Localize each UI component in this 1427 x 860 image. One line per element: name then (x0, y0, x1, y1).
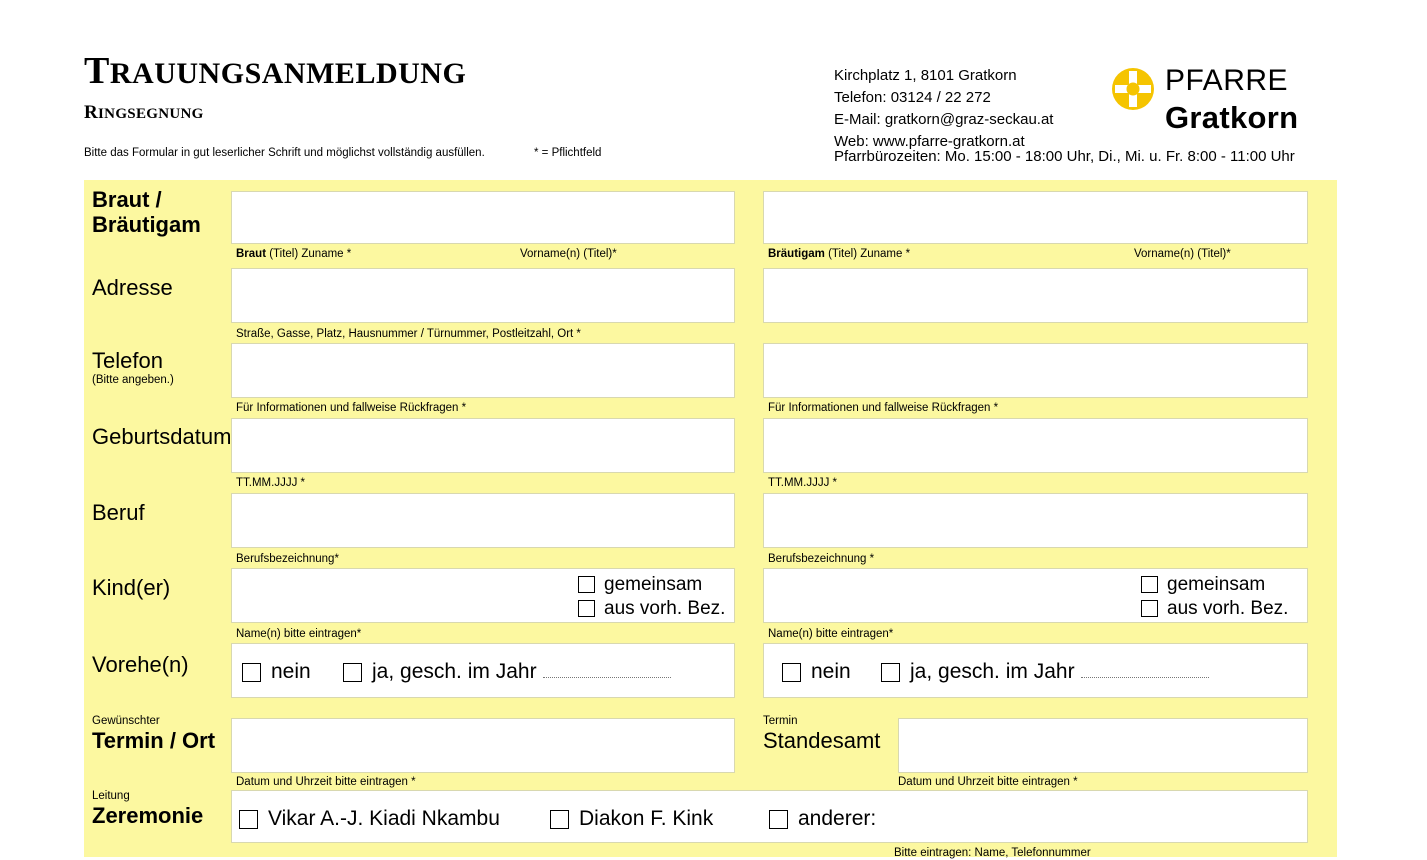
row-label-phone-text: Telefon (92, 348, 163, 373)
groom-birthdate-caption: TT.MM.JJJJ * (768, 477, 837, 489)
ceremony-datetime-caption: Datum und Uhrzeit bitte eintragen * (236, 776, 416, 788)
registry-office-datetime-caption: Datum und Uhrzeit bitte eintragen * (898, 776, 1078, 788)
ceremony-diakon-checkbox[interactable] (550, 810, 569, 829)
row-label-appointment-right-small: Termin (763, 715, 798, 727)
ceremony-option-vikar[interactable] (239, 807, 500, 831)
groom-phone-field[interactable] (763, 343, 1308, 398)
groom-address-field[interactable] (763, 268, 1308, 323)
bride-previous-no-label: nein (271, 660, 311, 683)
form-body (84, 180, 1337, 857)
groom-name-field[interactable] (763, 191, 1308, 244)
groom-previous-yes-option[interactable] (881, 660, 1209, 684)
bride-address-field[interactable] (231, 268, 735, 323)
ceremony-diakon-label: Diakon F. Kink (579, 807, 714, 830)
bride-previous-no-option[interactable] (242, 660, 311, 684)
row-label-appointment-left-small: Gewünschter (92, 715, 160, 727)
groom-children-previous-label: aus vorh. Bez. (1167, 598, 1289, 619)
row-label-names (92, 188, 234, 237)
row-label-phone (92, 349, 234, 387)
row-birthdate (84, 409, 1337, 489)
cross-icon (1111, 67, 1155, 111)
row-label-birthdate-text: Geburtsdatum (92, 424, 232, 449)
logo-word-pfarre: PFARRE (1165, 64, 1289, 97)
groom-children-together-label: gemeinsam (1167, 574, 1266, 595)
bride-previous-yes-checkbox[interactable] (343, 663, 362, 682)
page-title: TRAUUNGSANMELDUNG (84, 50, 467, 92)
bride-previous-no-checkbox[interactable] (242, 663, 261, 682)
bride-phone-field[interactable] (231, 343, 735, 398)
bride-children-previous-label: aus vorh. Bez. (604, 598, 726, 619)
groom-children-together-checkbox[interactable] (1141, 576, 1158, 593)
row-label-ceremony-small: Leitung (92, 790, 130, 802)
row-names (84, 180, 1337, 260)
row-label-appointment-right-big: Standesamt (763, 727, 881, 753)
groom-children-together-option[interactable] (1141, 574, 1265, 596)
row-label-address (92, 276, 234, 301)
groom-previous-no-label: nein (811, 660, 851, 683)
contact-block (834, 65, 1053, 153)
groom-name-caption-strong: Bräutigam (768, 248, 825, 260)
ceremony-option-other[interactable] (769, 807, 876, 831)
row-label-appointment-left-big: Termin / Ort (92, 727, 216, 753)
groom-previous-yes-label: ja, gesch. im Jahr (910, 660, 1075, 683)
row-label-ceremony (92, 790, 234, 828)
bride-children-together-label: gemeinsam (604, 574, 703, 595)
groom-birthdate-field[interactable] (763, 418, 1308, 473)
contact-phone: Telefon: 03124 / 22 272 (834, 89, 991, 107)
groom-previous-no-checkbox[interactable] (782, 663, 801, 682)
row-label-names-line1: Braut / (92, 187, 162, 212)
bride-phone-caption: Für Informationen und fallweise Rückfragen * (236, 402, 467, 414)
groom-previous-yes-checkbox[interactable] (881, 663, 900, 682)
bride-birthdate-caption: TT.MM.JJJJ * (236, 477, 305, 489)
groom-previous-no-option[interactable] (782, 660, 851, 684)
required-legend: * = Pflichtfeld (534, 147, 602, 159)
contact-address: Kirchplatz 1, 8101 Gratkorn (834, 67, 1017, 84)
page-subtitle: RINGSEGNUNG (84, 102, 204, 123)
ceremony-datetime-field[interactable] (231, 718, 735, 773)
fill-hint-text: Bitte das Formular in gut leserlicher Schrift und möglichst vollständig ausfüllen. (84, 147, 485, 159)
bride-children-together-option[interactable] (578, 574, 702, 596)
groom-children-previous-option[interactable] (1141, 598, 1288, 620)
row-label-previous-marriage (92, 653, 234, 678)
row-label-job (92, 501, 234, 526)
row-phone (84, 335, 1337, 414)
row-label-ceremony-big: Zeremonie (92, 802, 204, 828)
ceremony-vikar-label: Vikar A.-J. Kiadi Nkambu (268, 807, 500, 830)
row-job (84, 485, 1337, 565)
row-previous-marriage (84, 635, 1337, 710)
bride-previous-yes-option[interactable] (343, 660, 671, 684)
document-header (84, 52, 1344, 172)
bride-firstname-caption: Vorname(n) (Titel)* (520, 248, 617, 260)
ceremony-vikar-checkbox[interactable] (239, 810, 258, 829)
row-appointment (84, 710, 1337, 788)
logo-parish-name: Gratkorn (1165, 100, 1299, 135)
row-label-previous-marriage-text: Vorehe(n) (92, 652, 189, 677)
groom-job-field[interactable] (763, 493, 1308, 548)
bride-children-together-checkbox[interactable] (578, 576, 595, 593)
groom-children-previous-checkbox[interactable] (1141, 600, 1158, 617)
row-label-address-text: Adresse (92, 275, 173, 300)
groom-firstname-caption: Vorname(n) (Titel)* (1134, 248, 1231, 260)
bride-previous-yes-label: ja, gesch. im Jahr (372, 660, 537, 683)
row-label-phone-note: (Bitte angeben.) (92, 373, 174, 386)
row-label-appointment-right (763, 715, 913, 753)
row-label-birthdate (92, 425, 244, 450)
row-label-appointment-left (92, 715, 234, 753)
bride-previous-year-input[interactable] (543, 664, 671, 678)
bride-name-caption-strong: Braut (236, 248, 267, 260)
bride-job-caption: Berufsbezeichnung* (236, 553, 339, 565)
row-label-job-text: Beruf (92, 500, 145, 525)
contact-email: E-Mail: gratkorn@graz-seckau.at (834, 111, 1054, 129)
groom-children-caption: Name(n) bitte eintragen* (768, 628, 894, 640)
bride-birthdate-field[interactable] (231, 418, 735, 473)
groom-phone-caption: Für Informationen und fallweise Rückfragen * (768, 402, 999, 414)
row-address (84, 260, 1337, 340)
bride-children-previous-checkbox[interactable] (578, 600, 595, 617)
bride-name-caption-rest: (Titel) Zuname * (266, 248, 352, 260)
parish-logo (1111, 62, 1346, 144)
groom-previous-year-input[interactable] (1081, 664, 1209, 678)
row-label-children-text: Kind(er) (92, 575, 171, 600)
ceremony-other-label: anderer: (798, 807, 877, 830)
row-label-names-line2: Bräutigam (92, 211, 201, 237)
ceremony-option-diakon[interactable] (550, 807, 713, 831)
office-hours: Pfarrbürozeiten: Mo. 15:00 - 18:00 Uhr, Di., Mi. u. Fr. 8:00 - 11:00 Uhr (834, 148, 1295, 165)
bride-address-caption: Straße, Gasse, Platz, Hausnummer / Türnummer, Postleitzahl, Ort * (236, 328, 581, 340)
bride-name-caption (236, 248, 351, 261)
bride-children-previous-option[interactable] (578, 598, 725, 620)
groom-job-caption: Berufsbezeichnung * (768, 553, 875, 565)
ceremony-caption: Bitte eintragen: Name, Telefonnummer (894, 847, 1091, 859)
ceremony-other-checkbox[interactable] (769, 810, 788, 829)
title-block (84, 52, 724, 124)
row-ceremony (84, 785, 1337, 857)
bride-job-field[interactable] (231, 493, 735, 548)
row-children (84, 560, 1337, 640)
groom-name-caption (768, 248, 910, 261)
bride-children-caption: Name(n) bitte eintragen* (236, 628, 362, 640)
groom-name-caption-rest: (Titel) Zuname * (824, 248, 911, 260)
contact-web: Web: www.pfarre-gratkorn.at (834, 133, 1025, 151)
row-label-children (92, 576, 234, 601)
registry-office-datetime-field[interactable] (898, 718, 1308, 773)
bride-name-field[interactable] (231, 191, 735, 244)
